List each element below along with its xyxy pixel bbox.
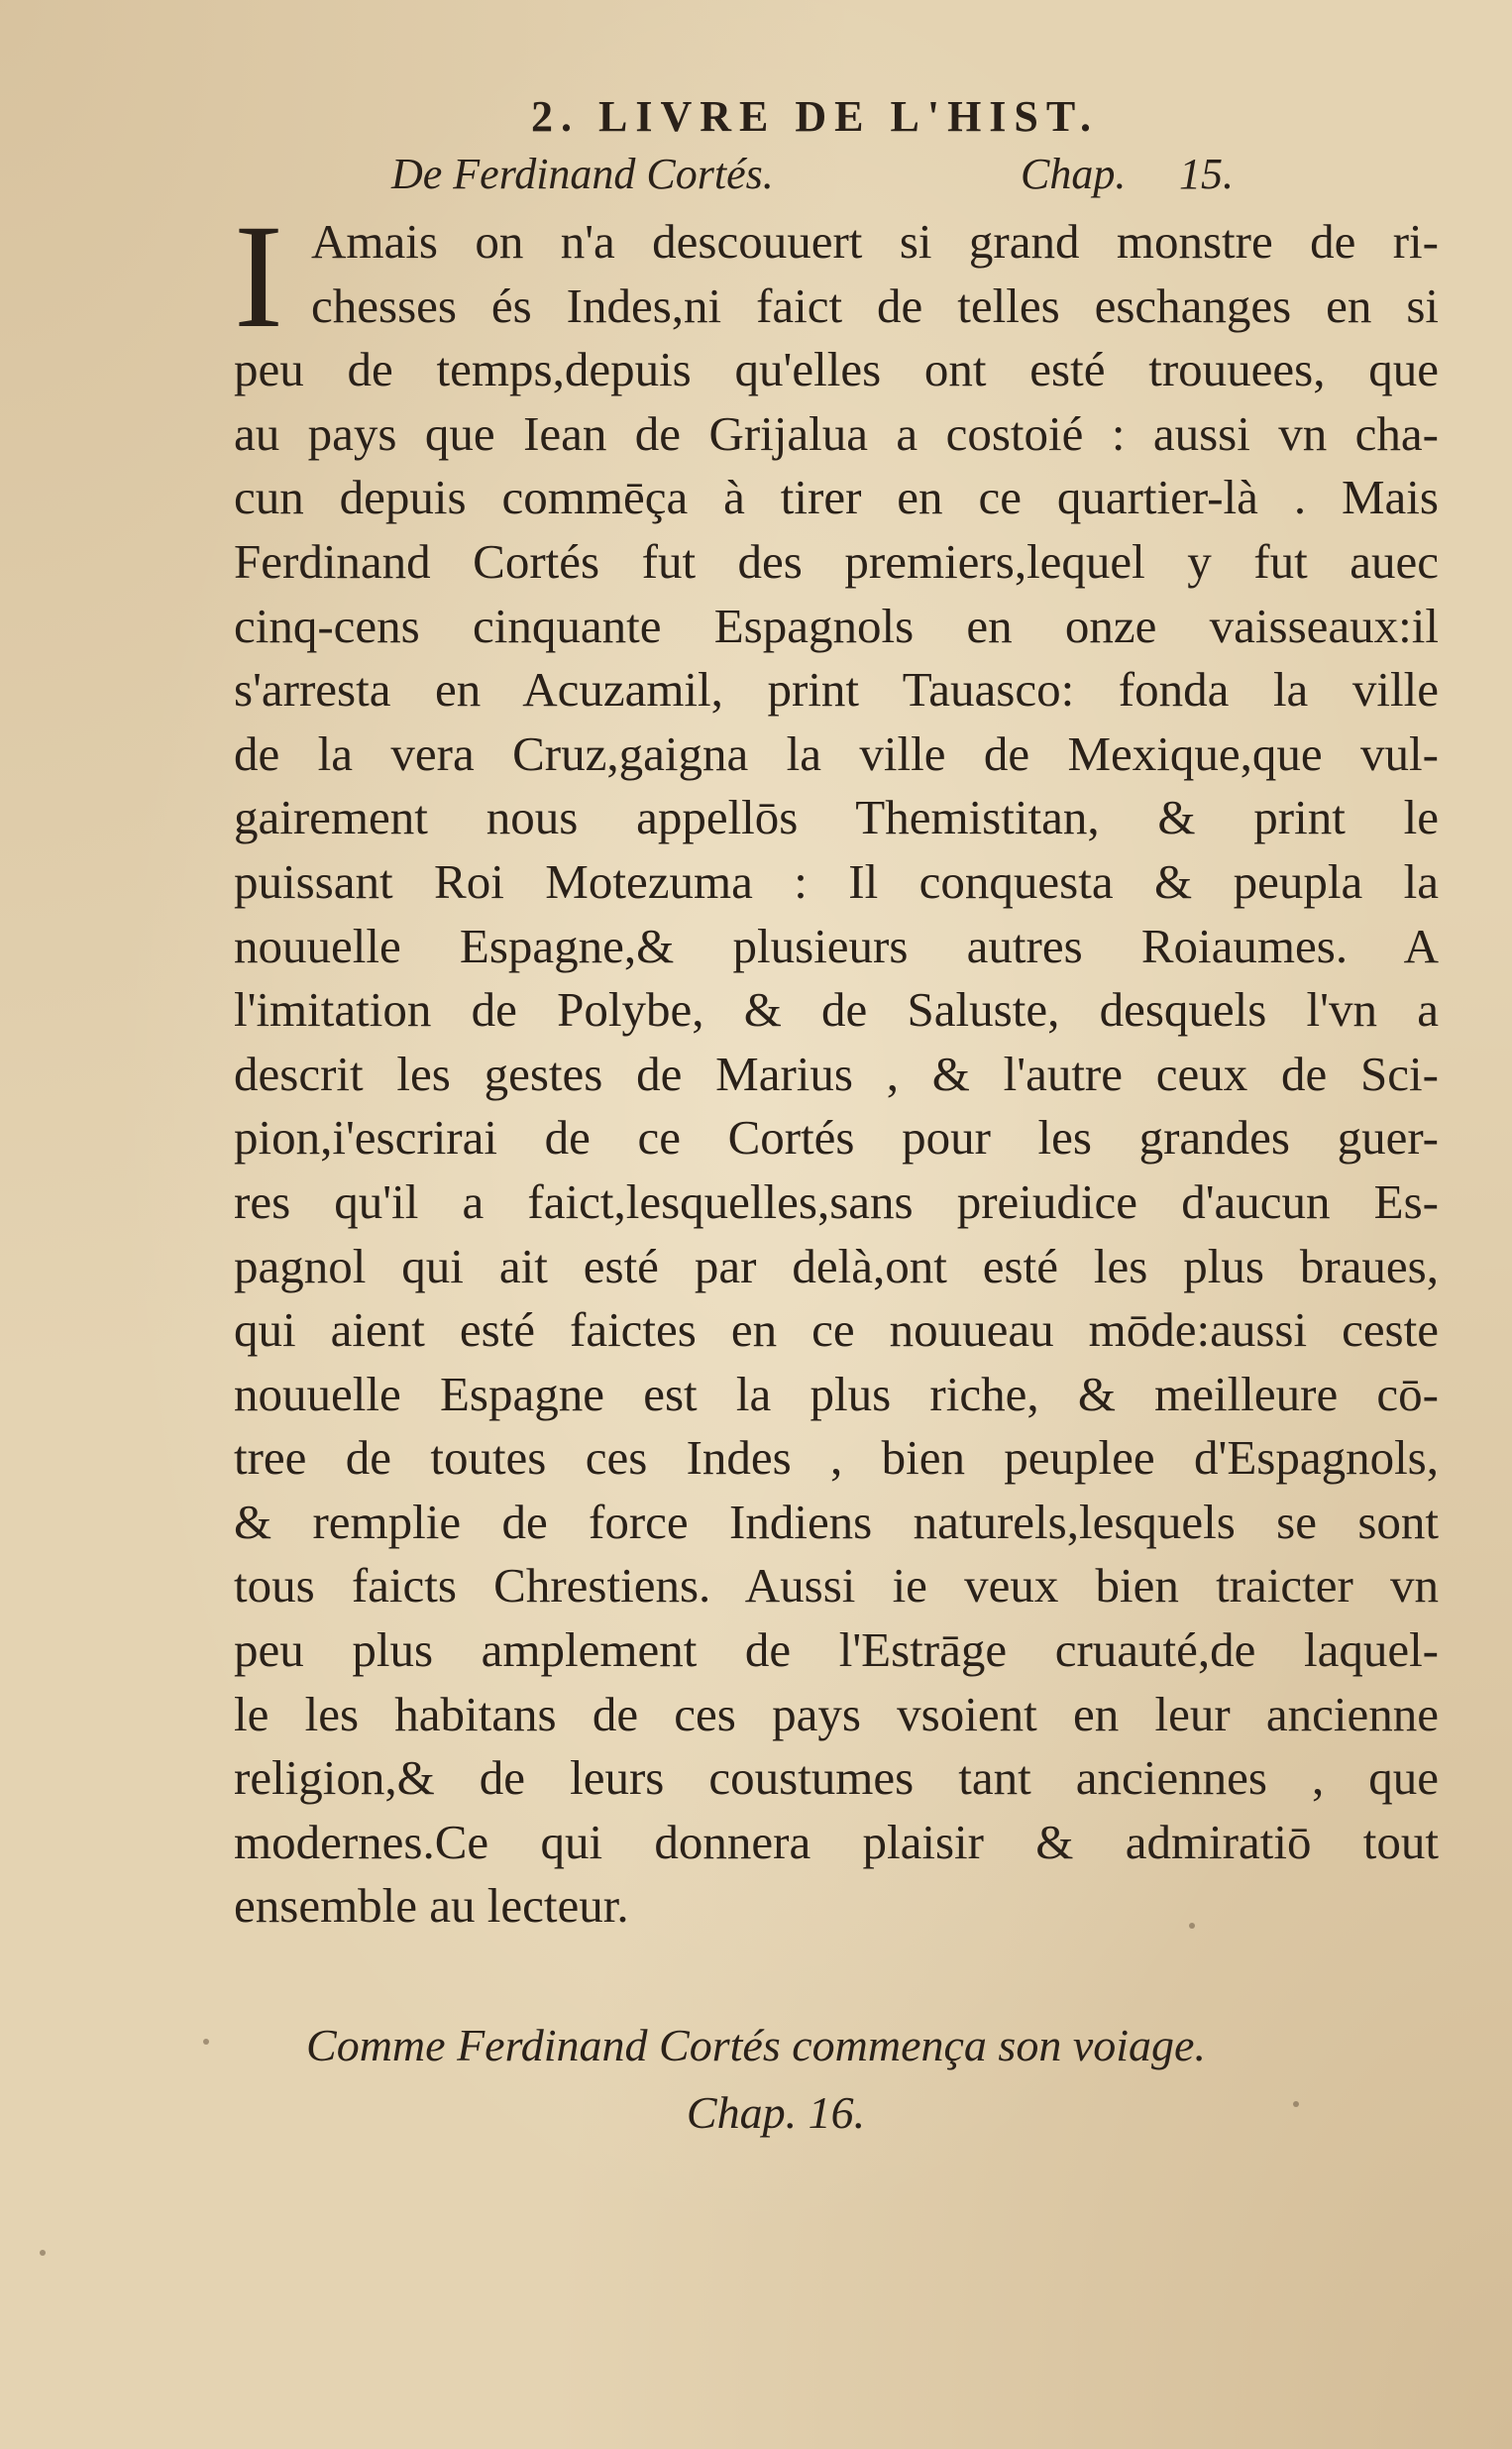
text-line: modernes.Ce qui donnera plaisir & admiratiō tout [234,1814,1439,1869]
text-line: cun depuis commēça à tirer en ce quartier-là . Mais [234,470,1439,525]
subhead-chap-label: Chap. [1021,150,1127,198]
text-line: au pays que Iean de Grijalua a costoié : aussi vn cha- [234,405,1439,461]
ink-speck [1293,2101,1299,2107]
text-line: puissant Roi Motezuma : Il conquesta & peupla la [234,853,1439,909]
text-line: tous faicts Chrestiens. Aussi ie veux bien traicter vn [234,1558,1439,1614]
text-line: Ferdinand Cortés fut des premiers,lequel y fut auec [234,533,1439,589]
text-line: qui aient esté faictes en ce nouueau mōde:aussi ceste [234,1302,1439,1358]
drop-cap: I [234,194,283,359]
text-line: s'arresta en Acuzamil, print Tauasco: fonda la ville [234,662,1439,718]
next-chapter-title: Comme Ferdinand Cortés commença son voiage. [306,2020,1206,2070]
body-paragraph [234,194,1439,1939]
ink-speck [1189,1923,1195,1929]
subhead-chap-number: 15. [1179,150,1234,198]
text-line: & remplie de force Indiens naturels,lesquels se sont [234,1494,1439,1549]
text-line: Amais on n'a descouuert si grand monstre de ri- [311,214,1439,269]
ink-speck [203,2039,209,2045]
text-line: pion,i'escrirai de ce Cortés pour les grandes guer- [234,1110,1439,1166]
text-line: peu plus amplement de l'Estrāge cruauté,de laquel- [234,1622,1439,1678]
text-line: res qu'il a faict,lesquelles,sans preiudice d'aucun Es- [234,1173,1439,1229]
text-line: ensemble au lecteur. [234,1878,629,1934]
text-line: cinq-cens cinquante Espagnols en onze vaisseaux:il [234,598,1439,653]
text-line: tree de toutes ces Indes , bien peuplee d'Espagnols, [234,1430,1439,1486]
text-line: de la vera Cruz,gaigna la ville de Mexique,que vul- [234,725,1439,781]
text-line: religion,& de leurs coustumes tant anciennes , que [234,1750,1439,1806]
running-head: 2. LIVRE DE L'HIST. [531,92,1099,141]
text-line: gairement nous appellōs Themistitan, & print le [234,790,1439,845]
chapter-subhead [0,149,1512,208]
text-line: nouuelle Espagne,& plusieurs autres Roiaumes. A [234,918,1439,973]
text-line: l'imitation de Polybe, & de Saluste, desquels l'vn a [234,982,1439,1038]
ink-speck [40,2250,46,2256]
subhead-subject: De Ferdinand Cortés. [391,150,774,198]
text-line: pagnol qui ait esté par delà,ont esté les plus braues, [234,1238,1439,1293]
next-chapter-number: Chap. 16. [686,2087,866,2138]
text-line: le les habitans de ces pays vsoient en leur ancienne [234,1686,1439,1741]
text-line: peu de temps,depuis qu'elles ont esté trouuees, que [234,342,1439,397]
text-line: nouuelle Espagne est la plus riche, & meilleure cō- [234,1366,1439,1421]
text-line: descrit les gestes de Marius , & l'autre ceux de Sci- [234,1046,1439,1101]
text-line: chesses és Indes,ni faict de telles eschanges en si [311,278,1439,333]
